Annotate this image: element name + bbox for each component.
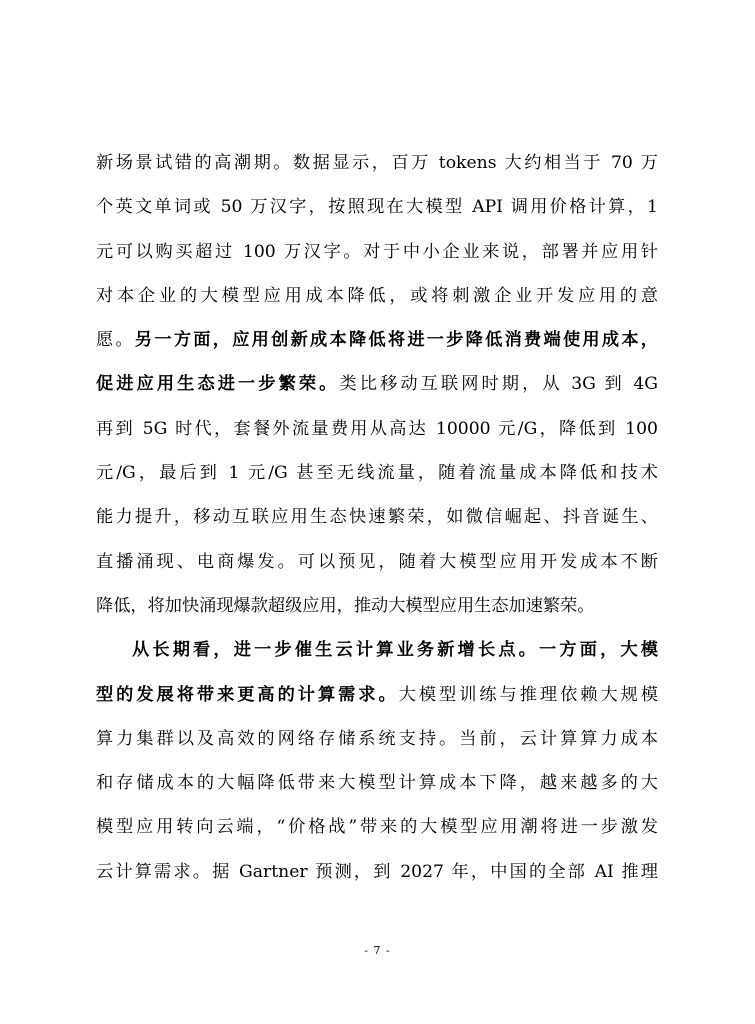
text-line: [96, 230, 658, 274]
text-line: [96, 495, 658, 539]
text-segment: 再到 5G 时代，套餐外流量费用从高达 10000 元/G，降低到 100: [96, 418, 658, 439]
text-segment: 新场景试错的高潮期。数据显示，百万 tokens 大约相当于 70 万: [96, 153, 658, 173]
text-line: [96, 274, 658, 318]
bold-text-segment: 从长期看，进一步催生云计算业务新增长点。一方面，大模: [132, 640, 658, 661]
text-segment: 和存储成本的大幅降低带来大模型计算成本下降，越来越多的大: [96, 773, 658, 794]
bold-text-segment: 促进应用生态进一步繁荣。: [96, 374, 340, 395]
text-segment: 直播涌现、电商爆发。可以预见，随着大模型应用开发成本不断: [96, 551, 658, 572]
text-line: [96, 628, 658, 672]
body-text: [96, 141, 658, 894]
page-number: - 7 -: [364, 944, 391, 957]
text-segment: 能力提升，移动互联应用生态快速繁荣，如微信崛起、抖音诞生、: [96, 507, 658, 528]
text-segment: 云计算需求。据 Gartner 预测，到 2027 年，中国的全部 AI 推理: [96, 861, 658, 882]
text-segment: 算力集群以及高效的网络存储系统支持。当前，云计算算力成本: [96, 728, 658, 749]
text-line: [96, 407, 658, 451]
text-segment: 愿。: [96, 330, 135, 351]
text-segment: 个英文单词或 50 万汉字，按照现在大模型 API 调用价格计算，1: [96, 197, 658, 218]
text-line: [96, 362, 658, 406]
text-segment: 元/G，最后到 1 元/G 甚至无线流量，随着流量成本降低和技术: [96, 463, 658, 484]
text-segment: 降低，将加快涌现爆款超级应用，推动大模型应用生态加速繁荣。: [96, 595, 595, 616]
text-line: [96, 673, 658, 717]
text-line: [96, 717, 658, 761]
text-line: [96, 451, 658, 495]
text-segment: 大模型训练与推理依赖大规模: [398, 684, 658, 705]
text-segment: 对本企业的大模型应用成本降低，或将刺激企业开发应用的意: [96, 285, 658, 306]
bold-text-segment: 型的发展将带来更高的计算需求。: [96, 684, 399, 705]
text-line: [96, 540, 658, 584]
text-line: [96, 185, 658, 229]
text-line: [96, 318, 658, 362]
text-segment: 元可以购买超过 100 万汉字。对于中小企业来说，部署并应用针: [96, 241, 658, 262]
text-line: [96, 584, 658, 628]
text-line: [96, 761, 658, 805]
bold-text-segment: 另一方面，应用创新成本降低将进一步降低消费端使用成本，: [134, 330, 658, 351]
text-line: [96, 850, 658, 894]
text-segment: 类比移动互联网时期，从 3G 到 4G: [339, 374, 658, 395]
text-line: [96, 805, 658, 849]
text-line: [96, 141, 658, 185]
text-segment: 模型应用转向云端，“价格战”带来的大模型应用潮将进一步激发: [96, 817, 658, 838]
